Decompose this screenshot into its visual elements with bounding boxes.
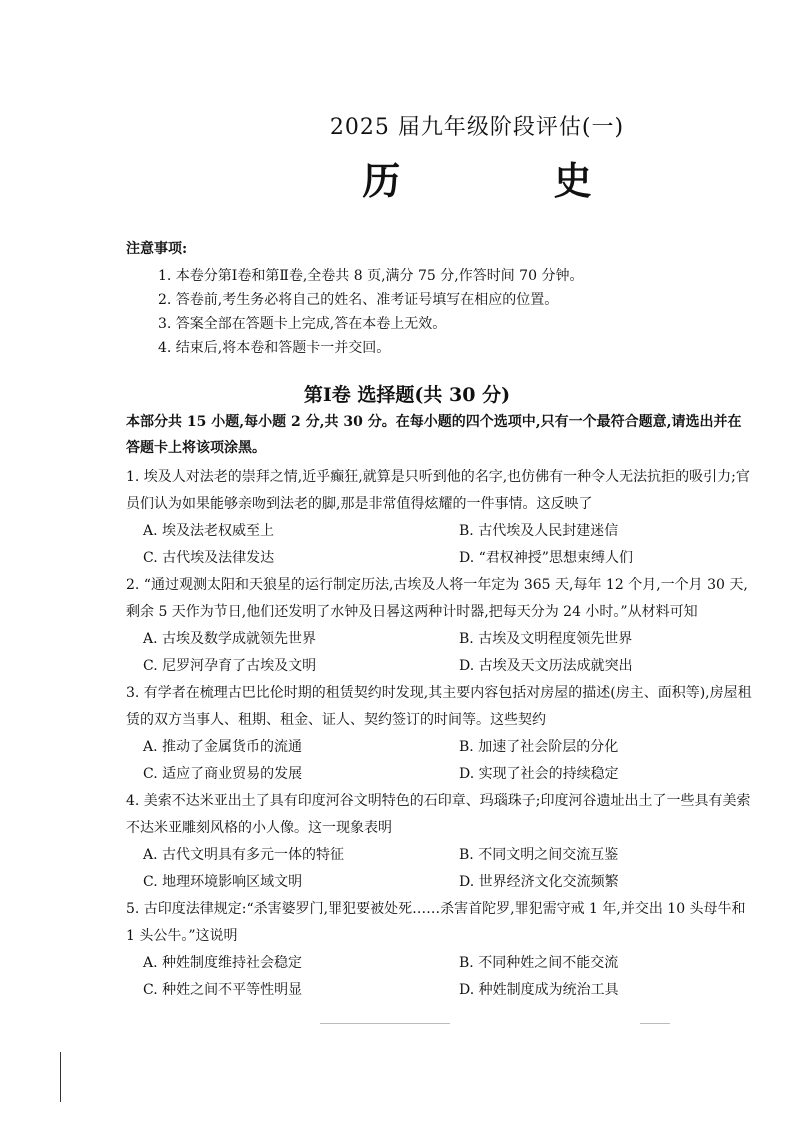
option-a[interactable]: A. 埃及法老权威至上 bbox=[143, 523, 275, 539]
option-group bbox=[126, 842, 756, 896]
option-d[interactable]: D. 实现了社会的持续稳定 bbox=[459, 766, 619, 782]
section-title: 第Ⅰ卷 选择题(共 30 分) bbox=[303, 384, 511, 406]
notice-item: 3. 答案全部在答题卡上完成,答在本卷上无效。 bbox=[158, 316, 447, 332]
option-b[interactable]: B. 不同文明之间交流互鉴 bbox=[459, 847, 619, 863]
scan-artifact-line bbox=[640, 1023, 670, 1024]
question-stem: 4. 美索不达米亚出土了具有印度河谷文明特色的石印章、玛瑙珠子;印度河谷遗址出土了一些具有美索不达米亚雕刻风格的小人像。这一现象表明 bbox=[126, 793, 751, 836]
option-a[interactable]: A. 种姓制度维持社会稳定 bbox=[143, 955, 303, 971]
option-c[interactable]: C. 地理环境影响区域文明 bbox=[143, 874, 303, 890]
option-group bbox=[126, 950, 756, 1004]
option-group bbox=[126, 518, 756, 572]
option-group bbox=[126, 626, 756, 680]
option-c[interactable]: C. 尼罗河孕育了古埃及文明 bbox=[143, 658, 317, 674]
question-4 bbox=[126, 788, 756, 896]
option-b[interactable]: B. 加速了社会阶层的分化 bbox=[459, 739, 619, 755]
binding-margin-line bbox=[60, 1052, 61, 1102]
question-stem: 2. “通过观测太阳和天狼星的运行制定历法,古埃及人将一年定为 365 天,每年 12 个月,一个月 30 天,剩余 5 天作为节日,他们还发明了水钟及日晷这两种计时器,把每天分为 24 小时。”从材料可知 bbox=[126, 577, 748, 620]
option-a[interactable]: A. 古埃及数学成就领先世界 bbox=[143, 631, 317, 647]
question-2 bbox=[126, 572, 756, 680]
option-group bbox=[126, 734, 756, 788]
question-1 bbox=[126, 464, 756, 572]
question-stem: 1. 埃及人对法老的崇拜之情,近乎癫狂,就算是只听到他的名字,也仿佛有一种令人无法抗拒的吸引力;官员们认为如果能够亲吻到法老的脚,那是非常值得炫耀的一件事情。这反映了 bbox=[126, 469, 750, 512]
scan-artifact-line bbox=[320, 1023, 450, 1024]
notice-item: 2. 答卷前,考生务必将自己的姓名、准考证号填写在相应的位置。 bbox=[158, 292, 559, 308]
exam-title: 2025 届九年级阶段评估(一) bbox=[329, 115, 625, 140]
option-a[interactable]: A. 古代文明具有多元一体的特征 bbox=[143, 847, 345, 863]
notice-item: 4. 结束后,将本卷和答题卡一并交回。 bbox=[158, 340, 391, 356]
question-3 bbox=[126, 680, 756, 788]
option-d[interactable]: D. 世界经济文化交流频繁 bbox=[459, 874, 619, 890]
option-d[interactable]: D. 古埃及天文历法成就突出 bbox=[459, 658, 633, 674]
option-c[interactable]: C. 古代埃及法律发达 bbox=[143, 550, 275, 566]
notice-item: 1. 本卷分第Ⅰ卷和第Ⅱ卷,全卷共 8 页,满分 75 分,作答时间 70 分钟。 bbox=[158, 268, 584, 284]
option-b[interactable]: B. 古代埃及人民封建迷信 bbox=[459, 523, 619, 539]
option-b[interactable]: B. 古埃及文明程度领先世界 bbox=[459, 631, 633, 647]
option-c[interactable]: C. 适应了商业贸易的发展 bbox=[143, 766, 303, 782]
question-list bbox=[126, 464, 756, 1004]
subject-title: 历 史 bbox=[362, 158, 662, 203]
notice-section bbox=[126, 238, 766, 360]
section-intro: 本部分共 15 小题,每小题 2 分,共 30 分。在每小题的四个选项中,只有一个最符合题意,请选出并在答题卡上将该项涂黑。 bbox=[126, 414, 742, 456]
option-a[interactable]: A. 推动了金属货币的流通 bbox=[143, 739, 303, 755]
option-d[interactable]: D. “君权神授”思想束缚人们 bbox=[459, 550, 633, 566]
question-stem: 3. 有学者在梳理古巴比伦时期的租赁契约时发现,其主要内容包括对房屋的描述(房主、面积等),房屋租赁的双方当事人、租期、租金、证人、契约签订的时间等。这些契约 bbox=[126, 685, 752, 728]
question-5 bbox=[126, 896, 756, 1004]
notice-title: 注意事项: bbox=[126, 241, 188, 257]
option-b[interactable]: B. 不同种姓之间不能交流 bbox=[459, 955, 619, 971]
option-d[interactable]: D. 种姓制度成为统治工具 bbox=[459, 982, 619, 998]
option-c[interactable]: C. 种姓之间不平等性明显 bbox=[143, 982, 303, 998]
question-stem: 5. 古印度法律规定:“杀害婆罗门,罪犯要被处死……杀害首陀罗,罪犯需守戒 1 年,并交出 10 头母牛和 1 头公牛。”这说明 bbox=[126, 901, 746, 944]
